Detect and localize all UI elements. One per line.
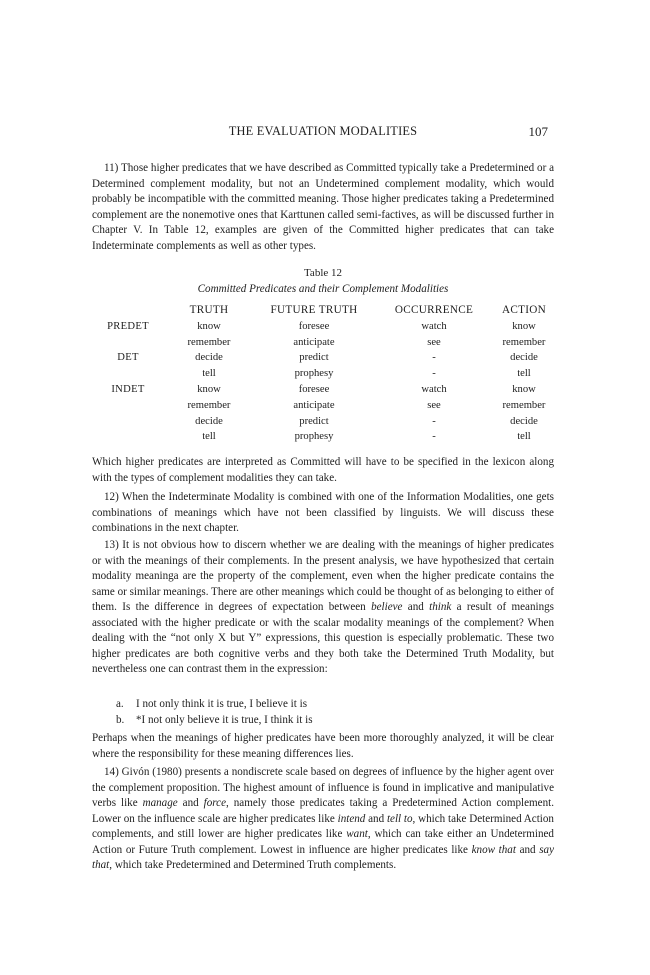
table-cell: foresee <box>298 320 330 332</box>
corner-cell <box>92 303 164 319</box>
p14-text-d: and <box>365 812 387 825</box>
row-group-label-empty <box>92 335 164 351</box>
page-number: 107 <box>528 124 548 139</box>
row-group-label-empty <box>92 414 164 430</box>
table-cell: anticipate <box>293 399 335 411</box>
table-cell: - <box>432 431 436 443</box>
table-cell: - <box>432 415 436 427</box>
p14-term-force: force <box>203 797 227 809</box>
p13-text-b: and <box>402 601 430 613</box>
table-cell: decide <box>195 352 223 364</box>
table-row <box>92 382 554 398</box>
table-cell: - <box>432 368 436 380</box>
table-row <box>92 398 554 414</box>
table-row <box>92 429 554 445</box>
table-cell: tell <box>517 431 531 443</box>
table-cell: know <box>197 320 221 332</box>
p14-term-want: want <box>346 828 368 840</box>
row-group-label-empty <box>92 366 164 382</box>
table-cell: tell <box>202 431 216 443</box>
table-cell: remember <box>502 399 546 411</box>
running-title: THE EVALUATION MODALITIES <box>228 124 418 138</box>
table-cell: tell <box>202 368 216 380</box>
table-cell: prophesy <box>294 368 334 380</box>
table-cell: watch <box>421 383 447 395</box>
table-body <box>92 319 554 445</box>
column-header-occurrence: OCCURRENCE <box>394 304 474 316</box>
example-marker: a. <box>116 698 124 710</box>
table-cell: decide <box>195 415 223 427</box>
table-row <box>92 335 554 351</box>
example-list <box>92 697 554 728</box>
column-header-action: ACTION <box>501 304 547 316</box>
p14-term-know-that: know that <box>471 843 516 856</box>
table-cell: tell <box>517 368 531 380</box>
p14-term-say-that: say that <box>92 843 555 871</box>
table-12 <box>92 266 554 445</box>
table-caption <box>92 266 554 297</box>
p14-text-e: , which take Determined Action complements, and still lower are higher predicates like <box>92 812 554 840</box>
table-row <box>92 414 554 430</box>
table-row <box>92 319 554 335</box>
example-item <box>92 713 554 729</box>
table-cell: remember <box>502 336 546 348</box>
table-cell: prophesy <box>294 431 334 443</box>
p14-text-a: 14) Givón (1980) presents a nondiscrete scale based on degrees of influence by the higher agent over the complement proposition. The highest amount of influence is found in implicative and manipulative verbs like <box>92 766 554 809</box>
example-item <box>92 697 554 713</box>
p14-text-b: and <box>177 797 204 809</box>
paragraph-after-table: Which higher predicates are interpreted as Committed will have to be specified in the lexicon along with the types of complement modalities they can take. <box>92 456 554 484</box>
table-cell: know <box>512 383 536 395</box>
row-group-label: DET <box>117 352 139 364</box>
p13-text-a: 13) It is not obvious how to discern whether we are dealing with the meanings of higher predicates or with the meanings of their complements. In the present analysis, we have hypothesized that certain modality meaninga are the property of the complement, even when the higher predicate contains the same or similar meanings. There are other meanings which could be thought of as belonging to either of them. Is the difference in degrees of expectation between <box>92 539 554 613</box>
p14-term-tell-to: tell to <box>386 812 413 825</box>
table-cell: predict <box>299 352 329 364</box>
modality-table <box>92 303 554 445</box>
p13-term-think: think <box>429 601 452 613</box>
paragraph-after-examples: Perhaps when the meanings of higher predicates have been more thoroughly analyzed, it will be clear where the responsibility for these meaning differences lies. <box>92 732 554 760</box>
column-header-future-truth: FUTURE TRUTH <box>270 304 358 316</box>
example-text: I not only think it is true, I believe it is <box>136 698 308 710</box>
table-title: Committed Predicates and their Complement Modalities <box>197 282 449 295</box>
paragraph-12: 12) When the Indeterminate Modality is combined with one of the Information Modalities, one gets combinations of meanings which have not been classified by linguists. We will discuss these combinations in the next chapter. <box>92 491 554 534</box>
column-header-truth: TRUTH <box>189 304 229 316</box>
table-cell: decide <box>510 352 538 364</box>
p14-term-manage: manage <box>142 797 178 809</box>
running-head <box>92 124 554 140</box>
table-cell: - <box>432 352 436 364</box>
p14-text-g: and <box>515 843 540 856</box>
p14-term-intend: intend <box>337 812 366 825</box>
paragraph-13 <box>92 538 554 678</box>
table-cell: see <box>427 399 441 411</box>
example-text: *I not only believe it is true, I think it is <box>136 713 313 726</box>
example-marker: b. <box>116 713 125 726</box>
table-cell: anticipate <box>293 336 335 348</box>
table-cell: know <box>512 320 536 332</box>
table-row <box>92 350 554 366</box>
p14-text-c: , namely those predicates taking a Predetermined Action complement. Lower on the influence scale are higher predicates like <box>92 797 554 825</box>
paragraph-14 <box>92 765 554 874</box>
table-cell: predict <box>299 415 329 427</box>
table-header-row <box>92 303 554 319</box>
row-group-label: PREDET <box>107 320 149 332</box>
table-cell: remember <box>187 399 231 411</box>
table-cell: foresee <box>298 383 330 395</box>
table-cell: remember <box>187 336 231 348</box>
p14-text-f: , which can take either an Undetermined Action or Future Truth complement. Lowest in influence are higher predicates like <box>92 828 554 856</box>
table-cell: know <box>197 383 221 395</box>
table-cell: see <box>427 336 441 348</box>
table-row <box>92 366 554 382</box>
row-group-label-empty <box>92 398 164 414</box>
p14-text-h: , which take Predetermined and Determined Truth complements. <box>109 859 397 871</box>
row-group-label: INDET <box>111 383 145 395</box>
p13-text-c: a result of meanings associated with the higher predicate or with the scalar modality meanings of the complement? When dealing with the “not only X but Y” expressions, this question is especially problematic. These two higher predicates are both cognitive verbs and they both take the Determined Truth Modality, but nevertheless one can contrast them in the expression: <box>92 601 554 675</box>
table-cell: watch <box>421 320 447 332</box>
table-cell: decide <box>510 415 538 427</box>
p13-term-believe: believe <box>371 601 403 613</box>
row-group-label-empty <box>92 429 164 445</box>
paragraph-11: 11) Those higher predicates that we have described as Committed typically take a Predetermined or a Determined complement modality, but not an Undetermined complement modality, which would probably be incompatible with the committed meaning. Those higher predicates taking a Predetermined complement are the nonemotive ones that Karttunen called semi-factives, as will be discussed further in Chapter V. In Table 12, examples are given of the Committed higher predicates that can take Indeterminate complements as well as other types. <box>92 162 554 252</box>
table-number: Table 12 <box>303 267 343 279</box>
